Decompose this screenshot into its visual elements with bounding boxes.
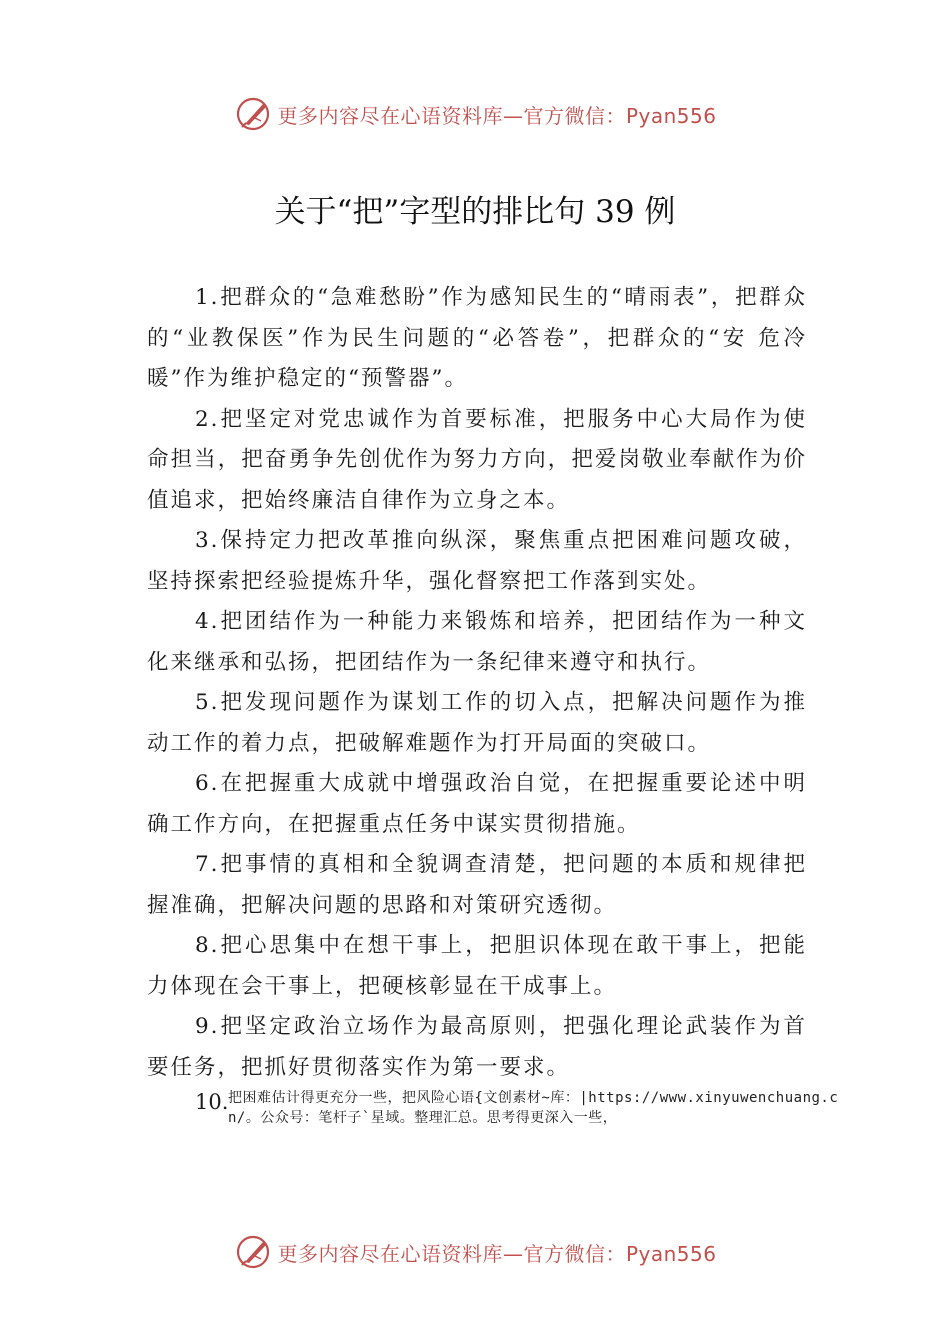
watermark-text: 更多内容尽在心语资料库—官方微信：Pyan556 xyxy=(277,103,717,128)
paragraph-2: 2.把坚定对党忠诚作为首要标准，把服务中心大局作为使命担当，把奋勇争先创优作为努力方向，把爱岗敬业奉献作为价值追求，把始终廉洁自律作为立身之本。 xyxy=(147,406,807,513)
quill-pen-logo-icon xyxy=(233,94,273,134)
watermark-header xyxy=(0,94,950,134)
paragraph-9: 9.把坚定政治立场作为最高原则，把强化理论武装作为首要任务，把抓好贯彻落实作为第一要求。 xyxy=(147,1014,807,1080)
paragraph-5: 5.把发现问题作为谋划工作的切入点，把解决问题作为推动工作的着力点，把破解难题作为打开局面的突破口。 xyxy=(147,690,807,756)
document-body xyxy=(147,278,807,1088)
quill-pen-logo-icon xyxy=(233,1232,273,1272)
paragraph-3: 3.保持定力把改革推向纵深，聚焦重点把困难问题攻破，坚持探索把经验提炼升华，强化督察把工作落到实处。 xyxy=(147,528,807,594)
paragraph-4: 4.把团结作为一种能力来锻炼和培养，把团结作为一种文化来继承和弘扬，把团结作为一条纪律来遵守和执行。 xyxy=(147,609,807,675)
document-title: 关于“把”字型的排比句 39 例 xyxy=(274,194,676,230)
paragraph-1: 1.把群众的“急难愁盼”作为感知民生的“晴雨表”，把群众的“业教保医”作为民生问题的“必答卷”，把群众的“安 危冷暖”作为维护稳定的“预警器”。 xyxy=(147,285,807,391)
paragraph-8: 8.把心思集中在想干事上，把胆识体现在敢干事上，把能力体现在会干事上，把硬核彰显在干成事上。 xyxy=(147,933,807,999)
paragraph-6: 6.在把握重大成就中增强政治自觉，在把握重要论述中明确工作方向，在把握重点任务中谋实贯彻措施。 xyxy=(147,771,807,837)
paragraph-10-number: 10. xyxy=(195,1090,229,1114)
paragraph-7: 7.把事情的真相和全貌调查清楚，把问题的本质和规律把握准确，把解决问题的思路和对策研究透彻。 xyxy=(147,852,807,918)
watermark-text: 更多内容尽在心语资料库—官方微信：Pyan556 xyxy=(277,1241,717,1266)
paragraph-10 xyxy=(195,1088,840,1128)
watermark-footer xyxy=(0,1232,950,1272)
paragraph-10-text: 把困难估计得更充分一些，把风险心语{文创素材~库：|https://www.xinyuwenchuang.cn/。公众号：笔杆子`星域。整理汇总。思考得更深入一些， xyxy=(228,1090,839,1126)
